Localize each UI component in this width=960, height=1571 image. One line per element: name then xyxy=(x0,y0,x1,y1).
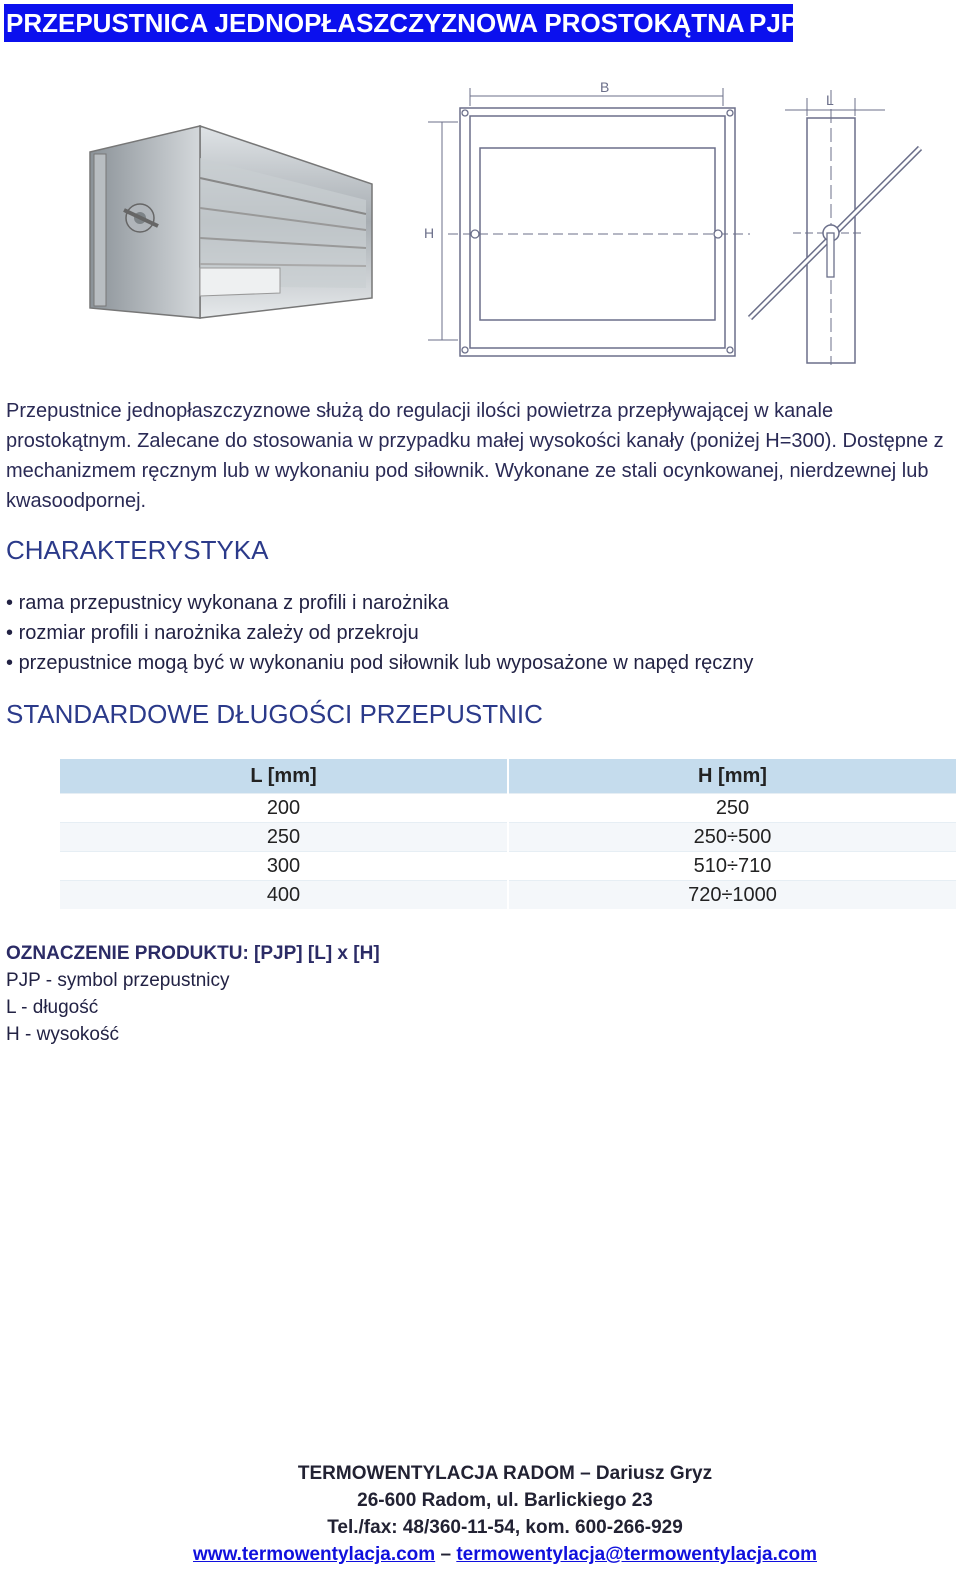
company-phone: Tel./fax: 48/360-11-54, kom. 600-266-929 xyxy=(327,1517,683,1538)
designation-line: H - wysokość xyxy=(6,1024,119,1045)
product-code: PJP xyxy=(749,8,799,38)
product-photo xyxy=(80,118,380,330)
table-cell: 250 xyxy=(508,794,956,823)
designation-line: PJP - symbol przepustnicy xyxy=(6,970,230,991)
table-cell: 720÷1000 xyxy=(508,881,956,910)
characteristics-heading: CHARAKTERYSTYKA xyxy=(6,535,269,565)
email-link[interactable]: termowentylacja@termowentylacja.com xyxy=(456,1544,817,1565)
table-row xyxy=(60,852,956,881)
front-view-drawing xyxy=(420,78,750,363)
standard-lengths-heading: STANDARDOWE DŁUGOŚCI PRZEPUSTNIC xyxy=(6,699,543,729)
table-row xyxy=(60,823,956,852)
company-footer xyxy=(0,1460,960,1568)
company-address: 26-600 Radom, ul. Barlickiego 23 xyxy=(357,1490,653,1511)
table-cell: 510÷710 xyxy=(508,852,956,881)
table-header-row xyxy=(60,759,956,794)
page-title xyxy=(4,4,799,42)
table-cell: 200 xyxy=(60,794,508,823)
table-cell: 250 xyxy=(60,823,508,852)
table-cell: 250÷500 xyxy=(508,823,956,852)
link-separator: – xyxy=(440,1544,452,1565)
dimension-h-label: H xyxy=(424,225,435,241)
table-row xyxy=(60,881,956,910)
list-item: • przepustnice mogą być w wykonaniu pod siłownik lub wyposażone w napęd ręczny xyxy=(6,648,753,678)
title-text: PRZEPUSTNICA JEDNOPŁASZCZYZNOWA PROSTOKĄTNA xyxy=(6,8,745,38)
product-description: Przepustnice jednopłaszczyznowe służą do regulacji ilości powietrza przepływającej w kanale prostokątnym. Zalecane do stosowania w przypadku małej wysokości kanały (poniżej H=300). Dostępne z mechanizmem ręcznym lub w wykonaniu pod siłownik. Wykonane ze stali ocynkowanej, nierdzewnej lub kwasoodpornej. xyxy=(6,400,944,512)
list-item: • rama przepustnicy wykonana z profili i narożnika xyxy=(6,588,753,618)
designation-label: OZNACZENIE PRODUKTU: [PJP] [L] x [H] xyxy=(6,943,380,964)
dimension-b-label: B xyxy=(600,79,610,95)
characteristics-list xyxy=(6,588,753,678)
column-header-h: H [mm] xyxy=(508,759,956,794)
standard-lengths-table xyxy=(60,759,956,909)
dimension-l-label: L xyxy=(826,92,834,108)
company-links xyxy=(0,1541,960,1568)
company-name: TERMOWENTYLACJA RADOM – Dariusz Gryz xyxy=(297,1463,713,1484)
product-designation xyxy=(6,940,380,1048)
column-header-l: L [mm] xyxy=(60,759,508,794)
website-link[interactable]: www.termowentylacja.com xyxy=(193,1544,436,1565)
table-row xyxy=(60,794,956,823)
side-view-drawing xyxy=(745,90,930,365)
table-cell: 400 xyxy=(60,881,508,910)
list-item: • rozmiar profili i narożnika zależy od przekroju xyxy=(6,618,753,648)
designation-line: L - długość xyxy=(6,997,99,1018)
table-cell: 300 xyxy=(60,852,508,881)
